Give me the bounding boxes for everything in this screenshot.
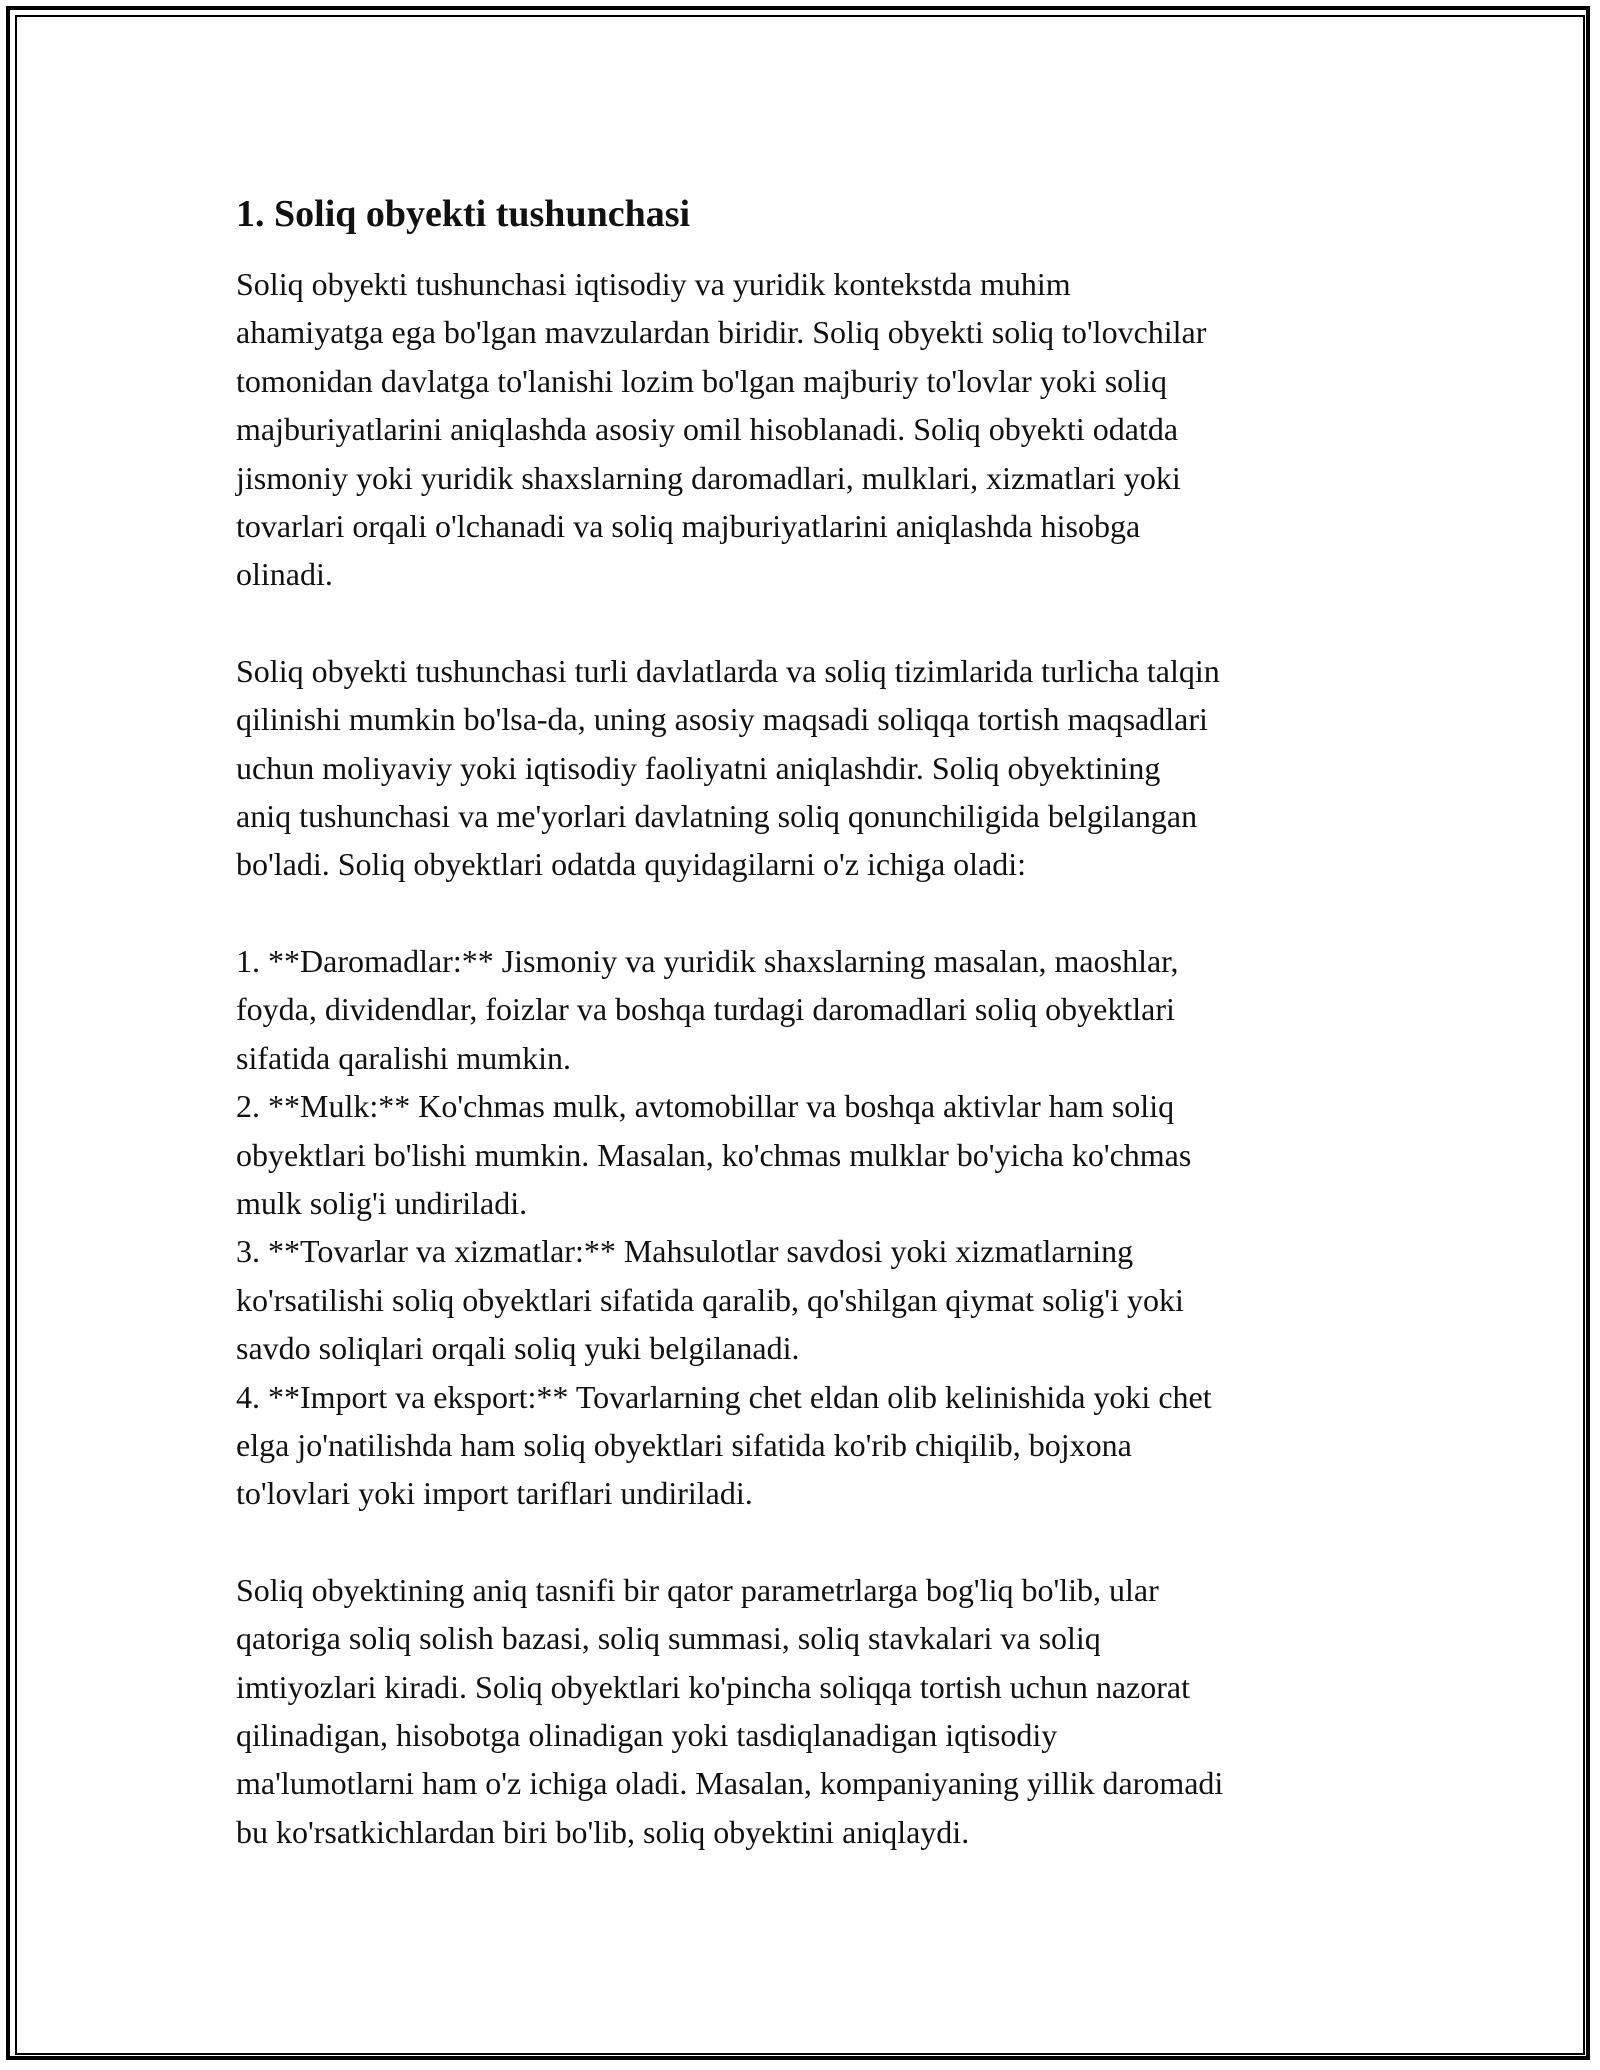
paragraph-classification: Soliq obyektining aniq tasnifi bir qator parametrlarga bog'liq bo'lib, ular qatoriga soliq solish bazasi, soliq summasi, soliq stavkalari va soliq imtiyozlari kiradi. Soliq obyektlari ko'pincha soliqqa tortish uchun nazorat qilinadigan, hisobotga olinadigan yoki tasdiqlanadigan iqtisodiy ma'lumotlarni ham o'z ichiga oladi. Masalan, kompaniyaning yillik daromadi bu ko'rsatkichlardan biri bo'lib, soliq obyektini aniqlaydi. [236, 1571, 1224, 1850]
document-body [236, 188, 1386, 1856]
list-item-tovarlar: 3. **Tovarlar va xizmatlar:** Mahsulotlar savdosi yoki xizmatlarning ko'rsatilishi soliq obyektlari sifatida qaralib, qo'shilgan qiymat solig'i yoki savdo soliqlari orqali soliq yuki belgilanadi. [236, 1233, 1184, 1367]
paragraph-spacer [236, 599, 1386, 647]
paragraph-definition: Soliq obyekti tushunchasi turli davlatlarda va soliq tizimlarida turlicha talqin qilinishi mumkin bo'lsa-da, uning asosiy maqsadi soliqqa tortish maqsadlari uchun moliyaviy yoki iqtisodiy faoliyatni aniqlashdir. Soliq obyektining aniq tushunchasi va me'yorlari davlatning soliq qonunchiligida belgilangan bo'ladi. Soliq obyektlari odatda quyidagilarni o'z ichiga oladi: [236, 652, 1220, 883]
numbered-list [236, 937, 1386, 1518]
list-item-daromadlar: 1. **Daromadlar:** Jismoniy va yuridik shaxslarning masalan, maoshlar, foyda, dividendlar, foizlar va boshqa turdagi daromadlari soliq obyektlari sifatida qaralishi mumkin. [236, 942, 1179, 1076]
section-heading: 1. Soliq obyekti tushunchasi [236, 193, 691, 235]
paragraph-intro: Soliq obyekti tushunchasi iqtisodiy va yuridik kontekstda muhim ahamiyatga ega bo'lgan mavzulardan biridir. Soliq obyekti soliq to'lovchilar tomonidan davlatga to'lanishi lozim bo'lgan majburiy to'lovlar yoki soliq majburiyatlarini aniqlashda asosiy omil hisoblanadi. Soliq obyekti odatda jismoniy yoki yuridik shaxslarning daromadlari, mulklari, xizmatlari yoki tovarlari orqali o'lchanadi va soliq majburiyatlarini aniqlashda hisobga olinadi. [236, 266, 1207, 593]
paragraph-spacer [236, 889, 1386, 937]
paragraph-spacer [236, 1518, 1386, 1566]
list-item-mulk: 2. **Mulk:** Ko'chmas mulk, avtomobillar va boshqa aktivlar ham soliq obyektlari bo'lishi mumkin. Masalan, ko'chmas mulklar bo'yicha ko'chmas mulk solig'i undiriladi. [236, 1088, 1192, 1221]
list-item-import: 4. **Import va eksport:** Tovarlarning chet eldan olib kelinishida yoki chet elga jo'natilishda ham soliq obyektlari sifatida ko'rib chiqilib, bojxona to'lovlari yoki import tariflari undiriladi. [236, 1378, 1212, 1512]
